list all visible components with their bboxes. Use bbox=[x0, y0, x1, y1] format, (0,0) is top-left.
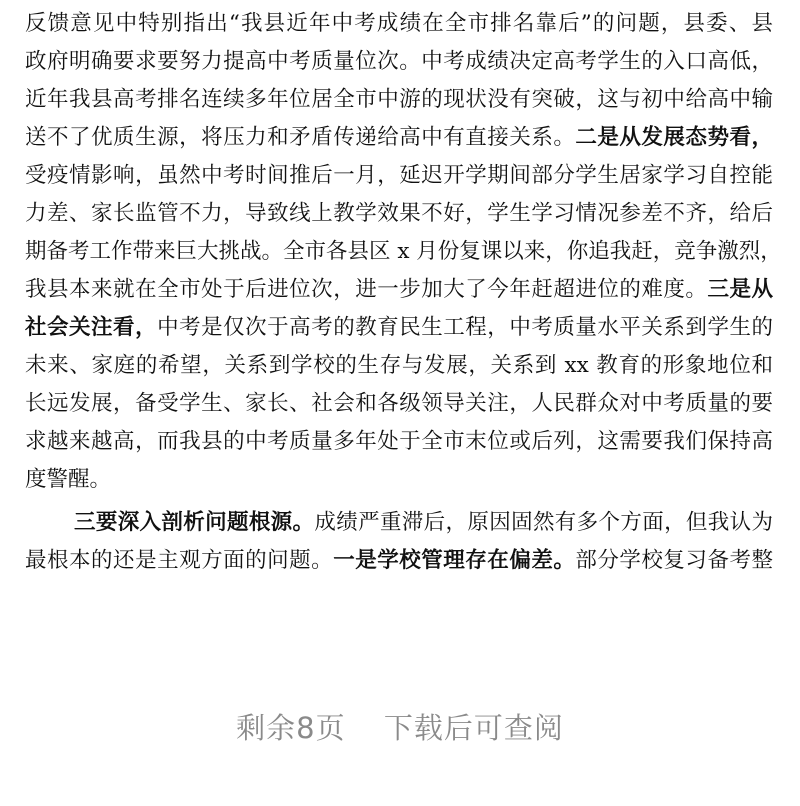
bold-heading-text: 一是学校管理存在偏差。 bbox=[333, 548, 576, 573]
text-line bbox=[25, 119, 773, 157]
body-text: 部分学校复习备考整 bbox=[575, 548, 773, 573]
body-text: 期备考工作带来巨大挑战。全市各县区 x 月份复课以来，你追我赶，竞争激烈， bbox=[25, 239, 782, 264]
body-text: 力差、家长监管不力，导致线上教学效果不好，学生学习情况参差不齐，给后 bbox=[25, 201, 773, 226]
text-line bbox=[25, 157, 773, 195]
text-line bbox=[25, 195, 773, 233]
body-text: 近年我县高考排名连续多年位居全市中游的现状没有突破，这与初中给高中输 bbox=[25, 87, 773, 112]
text-line bbox=[25, 81, 773, 119]
body-text: 送不了优质生源，将压力和矛盾传递给高中有直接关系。 bbox=[25, 125, 576, 150]
bold-heading-text: 二是从发展态势看， bbox=[575, 125, 773, 150]
text-line bbox=[25, 5, 773, 43]
body-text: 我县本来就在全市处于后进位次，进一步加大了今年赶超进位的难度。 bbox=[25, 277, 708, 302]
body-text: 政府明确要求要努力提高中考质量位次。中考成绩决定高考学生的入口高低， bbox=[25, 49, 773, 74]
body-text: 反馈意见中特别指出“我县近年中考成绩在全市排名靠后”的问题，县委、县 bbox=[25, 11, 773, 36]
remaining-pages-label: 剩余8页 bbox=[236, 711, 346, 745]
text-line bbox=[25, 461, 773, 499]
body-text: 未来、家庭的希望，关系到学校的生存与发展，关系到 xx 教育的形象地位和 bbox=[25, 353, 773, 378]
text-line bbox=[25, 385, 773, 423]
text-line bbox=[25, 271, 773, 309]
body-text: 中考是仅次于高考的教育民生工程，中考质量水平关系到学生的 bbox=[157, 315, 773, 340]
text-line bbox=[25, 347, 773, 385]
document-body bbox=[25, 5, 782, 580]
text-line bbox=[25, 542, 773, 580]
body-text: 成绩严重滞后，原因固然有多个方面，但我认为 bbox=[314, 510, 773, 535]
preview-limit-banner[interactable] bbox=[0, 706, 800, 747]
body-text: 求越来越高，而我县的中考质量多年处于全市末位或后列，这需要我们保持高 bbox=[25, 429, 773, 454]
text-line bbox=[25, 309, 773, 347]
text-line bbox=[25, 504, 773, 542]
text-line bbox=[25, 423, 773, 461]
text-line bbox=[25, 43, 773, 81]
body-text: 最根本的还是主观方面的问题。 bbox=[25, 548, 334, 573]
body-text: 长远发展，备受学生、家长、社会和各级领导关注，人民群众对中考质量的要 bbox=[25, 391, 773, 416]
body-text: 受疫情影响，虽然中考时间推后一月，延迟开学期间部分学生居家学习自控能 bbox=[25, 163, 773, 188]
bold-heading-text: 社会关注看， bbox=[25, 315, 158, 340]
download-hint-label: 下载后可查阅 bbox=[383, 711, 564, 745]
bold-heading-text: 三要深入剖析问题根源。 bbox=[74, 510, 315, 535]
body-text: 度警醒。 bbox=[25, 467, 112, 492]
bold-heading-text: 三是从 bbox=[707, 277, 773, 302]
text-line bbox=[25, 233, 782, 271]
